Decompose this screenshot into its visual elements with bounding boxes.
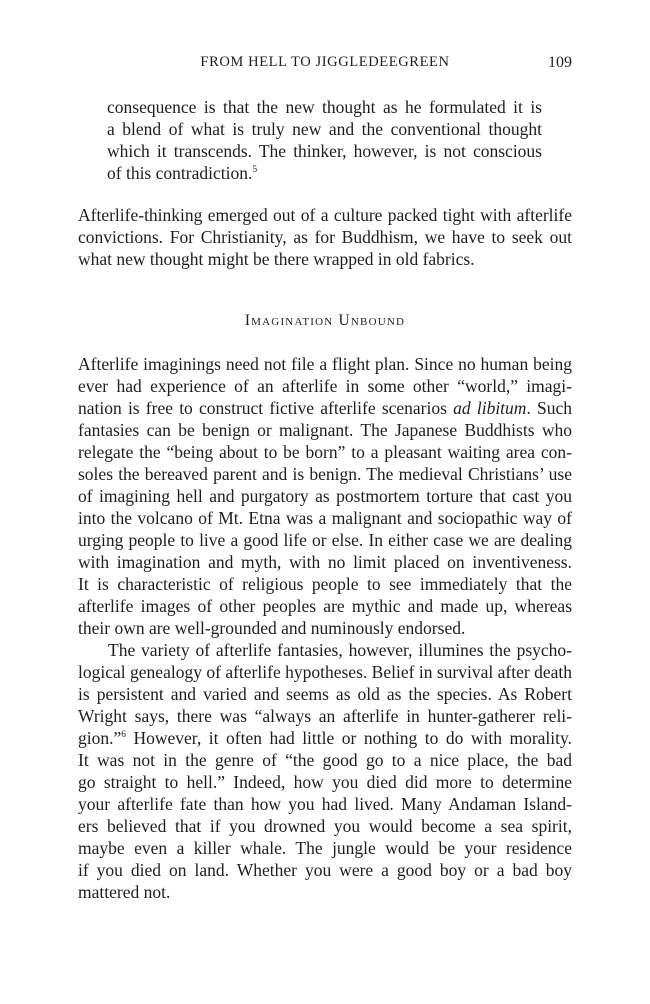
body-text: gion.”	[78, 728, 122, 748]
body-line	[78, 728, 572, 749]
body-line: if you died on land. Whether you were a good boy or a bad boy	[78, 860, 572, 880]
footnote-ref: 5	[252, 165, 258, 175]
body-line: mattered not.	[78, 882, 171, 902]
body-line: It is characteristic of religious people to see immediately that the	[78, 574, 572, 594]
body-line: convictions. For Christianity, as for Buddhism, we have to seek out	[78, 227, 572, 247]
body-line: go straight to hell.” Indeed, how you died did more to determine	[78, 772, 572, 792]
body-text: . Such	[526, 398, 573, 418]
running-title: FROM HELL TO JIGGLEDEEGREEN	[200, 54, 450, 70]
running-header	[78, 54, 572, 76]
body-line: what new thought might be there wrapped in old fabrics.	[78, 249, 475, 269]
body-line: logical genealogy of afterlife hypotheses. Belief in survival after death	[78, 662, 572, 682]
body-line: of imagining hell and purgatory as postmortem torture that cast you	[78, 486, 572, 506]
body-line: ers believed that if you drowned you would become a sea spirit,	[78, 816, 572, 836]
body-line: fantasies can be benign or malignant. The Japanese Buddhists who	[78, 420, 572, 440]
body-line: urging people to live a good life or else. In either case we are dealing	[78, 530, 572, 550]
italic-term: ad libitum	[453, 398, 527, 418]
footnote-ref: 6	[121, 730, 127, 740]
body-line	[78, 398, 572, 419]
page-number: 109	[548, 54, 572, 71]
quote-text: of this contradiction.	[107, 163, 253, 183]
body-line: afterlife images of other peoples are mythic and made up, whereas	[78, 596, 572, 616]
body-line: into the volcano of Mt. Etna was a malignant and sociopathic way of	[78, 508, 572, 528]
body-line: soles the bereaved parent and is benign. The medieval Christians’ use	[78, 464, 572, 484]
body-text: However, it often had little or nothing to do with morality.	[126, 728, 572, 748]
body-line: maybe even a killer whale. The jungle would be your residence	[78, 838, 572, 858]
body-text: nation is free to construct fictive afterlife scenarios	[78, 398, 447, 418]
body-line: Wright says, there was “always an afterlife in hunter-gatherer reli-	[78, 706, 572, 726]
body-line: The variety of afterlife fantasies, however, illumines the psycho-	[108, 640, 572, 660]
body-line: with imagination and myth, with no limit placed on inventiveness.	[78, 552, 572, 572]
body-line: Afterlife-thinking emerged out of a culture packed tight with afterlife	[78, 205, 572, 225]
quote-line: which it transcends. The thinker, however, is not conscious	[107, 141, 542, 161]
body-line: is persistent and varied and seems as old as the species. As Robert	[78, 684, 572, 704]
body-line: relegate the “being about to be born” to a pleasant waiting area con-	[78, 442, 572, 462]
quote-line: consequence is that the new thought as he formulated it is	[107, 97, 542, 117]
section-heading: Imagination Unbound	[244, 312, 406, 329]
body-line: their own are well-grounded and numinously endorsed.	[78, 618, 466, 638]
body-line: your afterlife fate than how you had lived. Many Andaman Island-	[78, 794, 572, 814]
quote-line: a blend of what is truly new and the conventional thought	[107, 119, 542, 139]
body-line: ever had experience of an afterlife in some other “world,” imagi-	[78, 376, 572, 396]
body-line: Afterlife imaginings need not file a flight plan. Since no human being	[78, 354, 572, 374]
body-line: It was not in the genre of “the good go to a nice place, the bad	[78, 750, 572, 770]
quote-line	[107, 163, 542, 184]
